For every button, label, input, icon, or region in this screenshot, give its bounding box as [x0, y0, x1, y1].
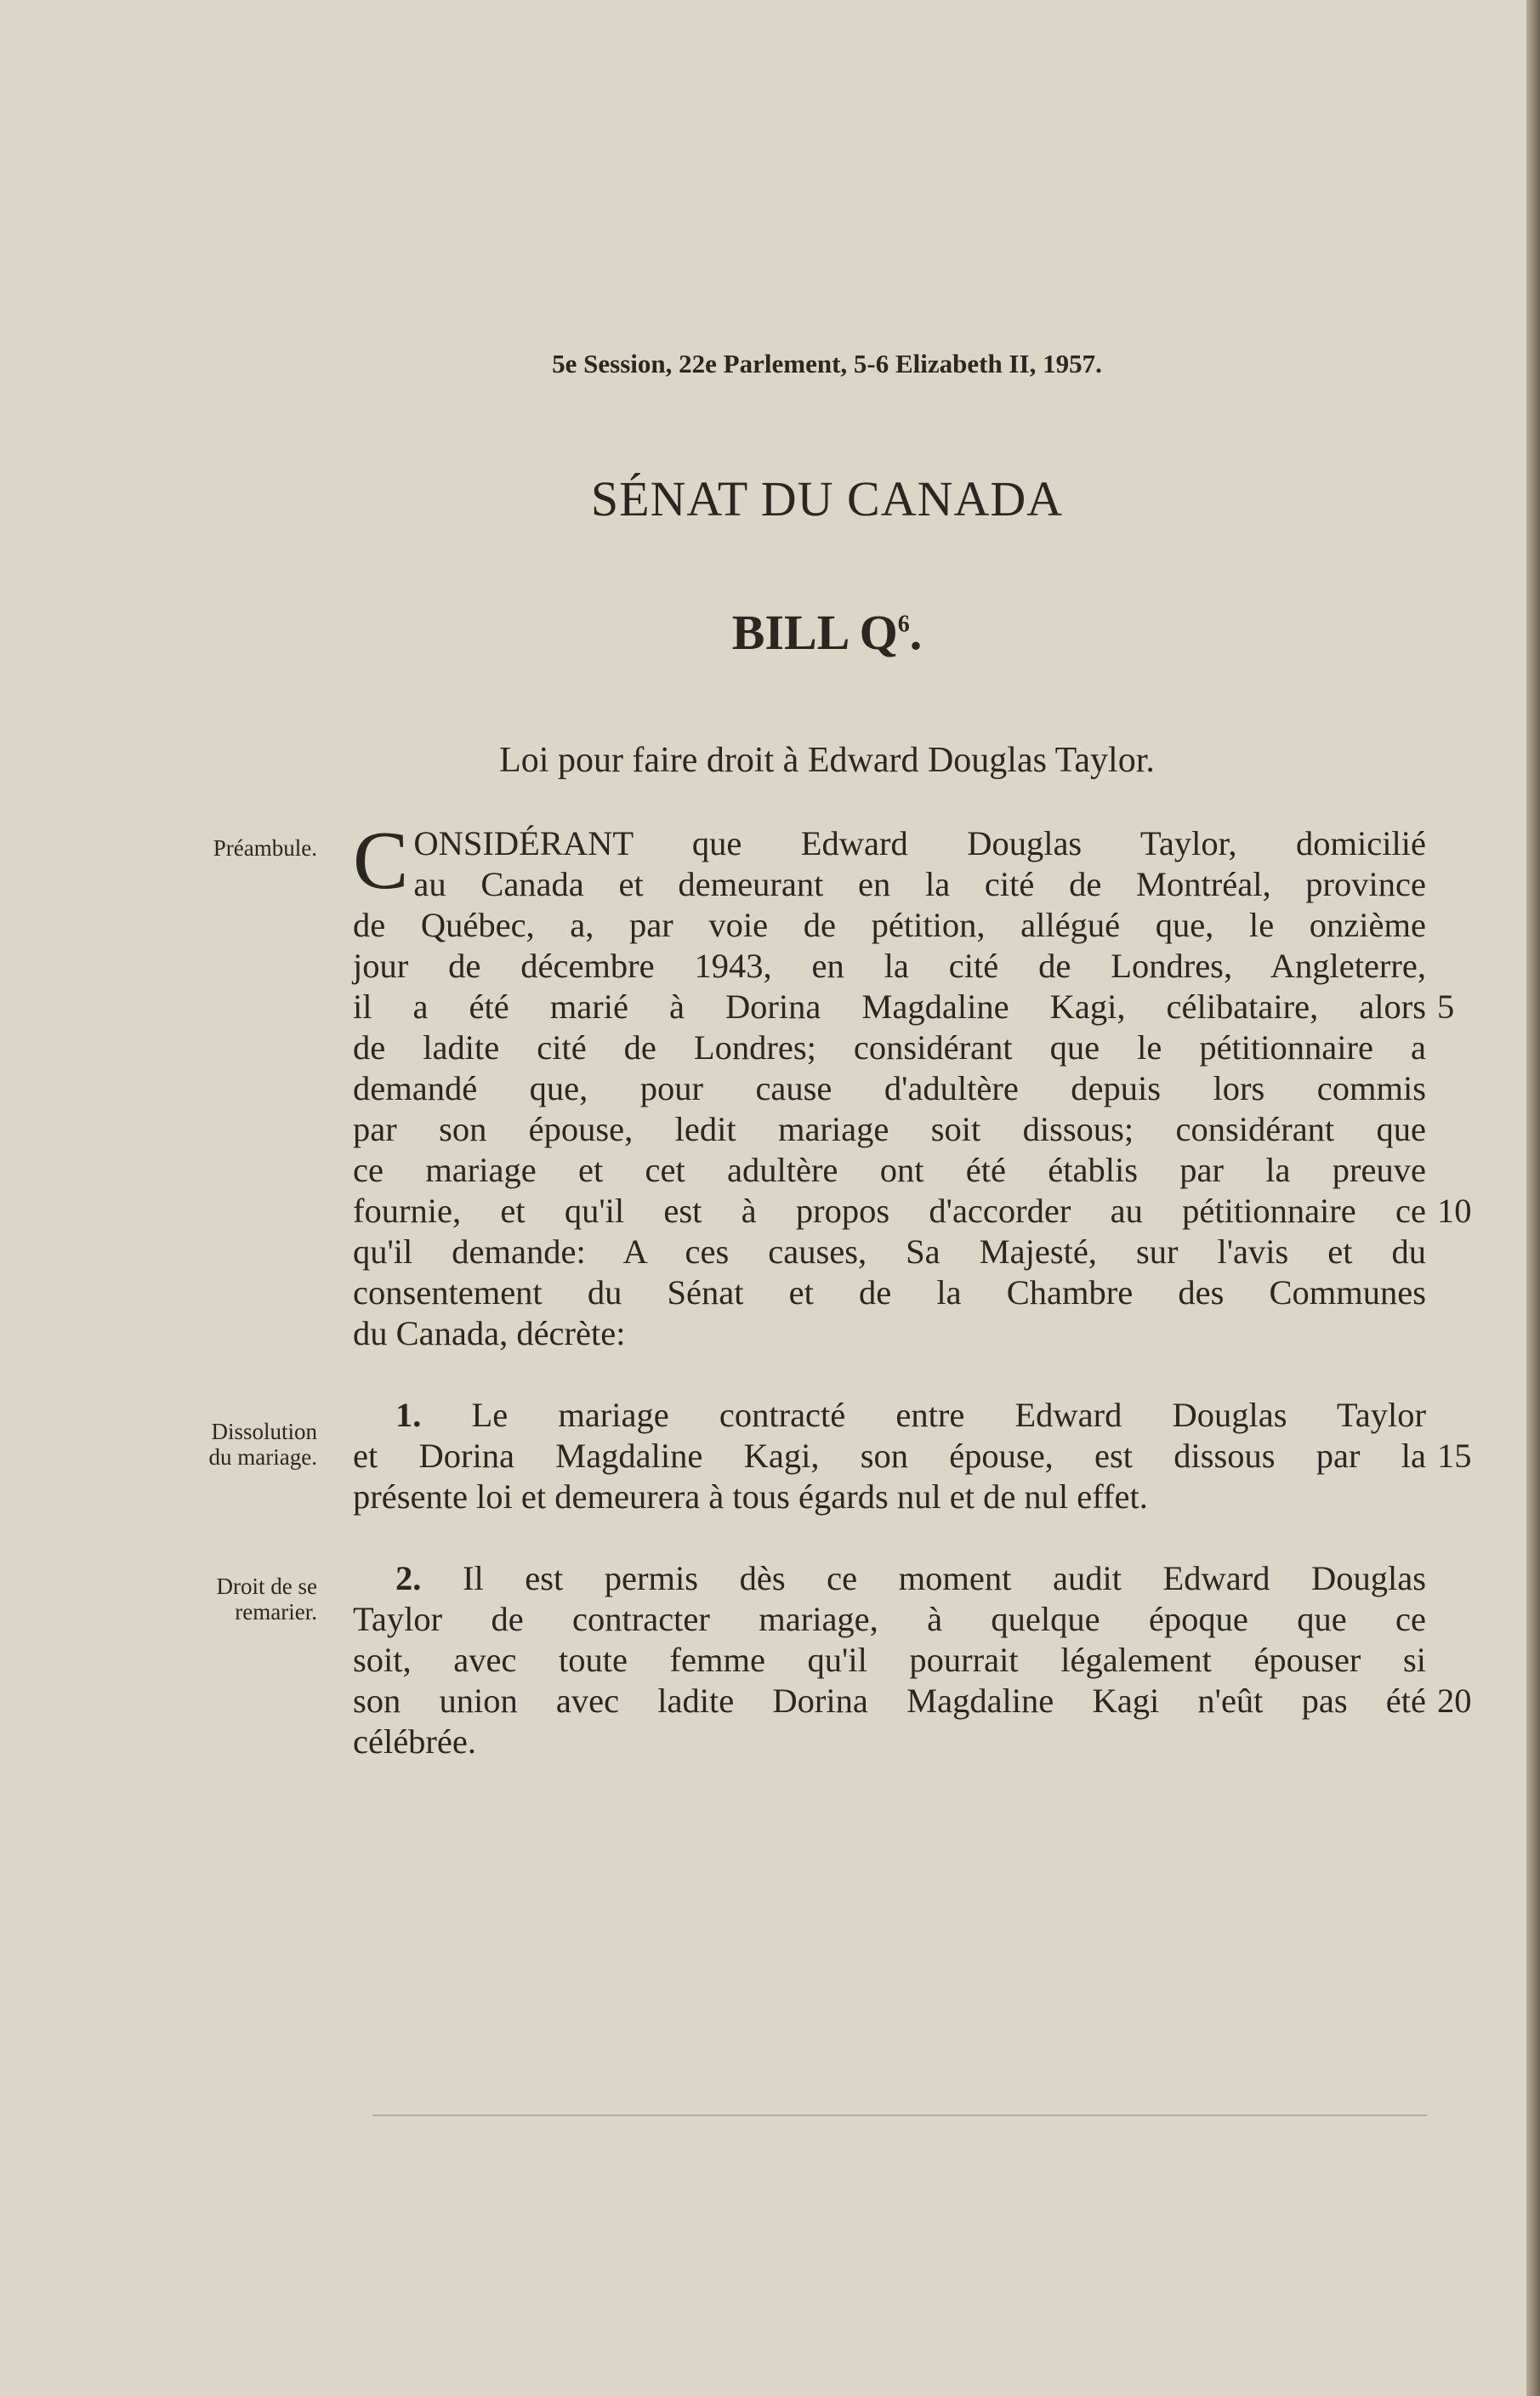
- section-1-line: [353, 1395, 1426, 1436]
- margin-note-line: Droit de se: [216, 1574, 317, 1599]
- bill-superscript: 6: [897, 611, 910, 638]
- margin-note-line: du mariage.: [208, 1444, 317, 1470]
- section-1-line: et Dorina Magdaline Kagi, son épouse, est dissous par la: [353, 1437, 1426, 1475]
- section-1-text: [353, 1395, 1426, 1517]
- section-1-line: présente loi et demeurera à tous égards nul et de nul effet.: [353, 1477, 1148, 1516]
- section-1-line-text: Le mariage contracté entre Edward Douglas Taylor: [471, 1396, 1426, 1434]
- section-2-line: célébrée.: [353, 1722, 476, 1761]
- preamble-line: il a été marié à Dorina Magdaline Kagi, célibataire, alors: [353, 987, 1426, 1026]
- line-number: 20: [1437, 1682, 1472, 1720]
- section-2-number: 2.: [395, 1559, 422, 1597]
- bill-title: [0, 604, 1526, 661]
- chamber-title: SÉNAT DU CANADA: [590, 471, 1064, 526]
- page-edge-shadow: [1526, 0, 1540, 2396]
- preamble-line: ce mariage et cet adultère ont été établis par la preuve: [353, 1151, 1426, 1189]
- preamble-line: de Québec, a, par voie de pétition, allégué que, le onzième: [353, 906, 1426, 944]
- preamble-line: du Canada, décrète:: [353, 1314, 626, 1352]
- section-1-number: 1.: [395, 1396, 422, 1434]
- line-number: 10: [1437, 1192, 1472, 1230]
- line-number: 15: [1437, 1437, 1472, 1475]
- margin-note-line: remarier.: [235, 1599, 317, 1625]
- section-2-line: son union avec ladite Dorina Magdaline Kagi n'eût pas été: [353, 1682, 1426, 1720]
- preamble-line: fournie, et qu'il est à propos d'accorder au pétitionnaire ce: [353, 1192, 1426, 1230]
- margin-note-section-2: [160, 1574, 317, 1625]
- margin-note-preamble: Préambule.: [213, 835, 317, 861]
- line-number: 5: [1437, 987, 1455, 1026]
- bill-period: .: [909, 605, 923, 660]
- session-header: 5e Session, 22e Parlement, 5-6 Elizabeth II, 1957.: [552, 349, 1102, 378]
- preamble-line: ONSIDÉRANT que Edward Douglas Taylor, domicilié: [413, 824, 1426, 862]
- preamble-line: par son épouse, ledit mariage soit dissous; considérant que: [353, 1110, 1426, 1148]
- preamble-line: de ladite cité de Londres; considérant que le pétitionnaire a: [353, 1028, 1426, 1067]
- section-2-line: [353, 1558, 1426, 1599]
- preamble-text: [353, 815, 1426, 1354]
- divider-line: [372, 2114, 1427, 2116]
- preamble-line: qu'il demande: A ces causes, Sa Majesté, sur l'avis et du: [353, 1232, 1426, 1271]
- section-2-line-text: Il est permis dès ce moment audit Edward Douglas: [462, 1559, 1427, 1597]
- preamble-line: consentement du Sénat et de la Chambre des Communes: [353, 1273, 1426, 1312]
- preamble-line: demandé que, pour cause d'adultère depuis lors commis: [353, 1069, 1426, 1107]
- margin-note-line: Dissolution: [211, 1419, 317, 1444]
- section-2-line: soit, avec toute femme qu'il pourrait légalement épouser si: [353, 1641, 1426, 1679]
- preamble-line: jour de décembre 1943, en la cité de Londres, Angleterre,: [353, 947, 1426, 985]
- bill-title-text: BILL Q: [731, 605, 898, 660]
- section-2-text: [353, 1558, 1426, 1762]
- margin-note-section-1: [160, 1419, 317, 1470]
- section-2-line: Taylor de contracter mariage, à quelque époque que ce: [353, 1600, 1426, 1638]
- preamble-line: au Canada et demeurant en la cité de Montréal, province: [413, 865, 1426, 903]
- bill-subtitle: Loi pour faire droit à Edward Douglas Taylor.: [499, 741, 1155, 780]
- preamble-dropcap: C: [353, 815, 409, 907]
